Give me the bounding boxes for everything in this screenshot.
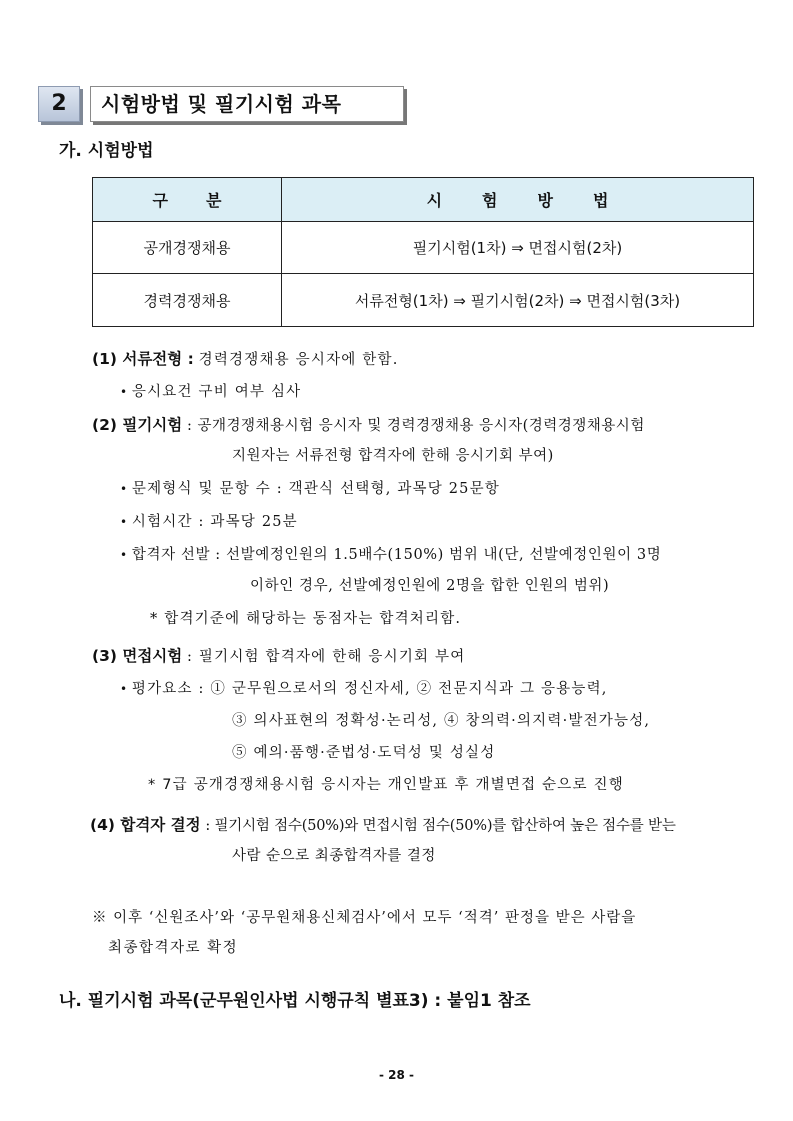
subsection-b-title: 나. 필기시험 과목(군무원인사법 시행규칙 별표3) : 붙임1 참조 <box>59 991 531 1011</box>
remark-line-1 <box>92 906 636 927</box>
item-2-bullet-2 <box>120 510 298 531</box>
item-1-bullet-1 <box>120 380 301 401</box>
section-title-box <box>90 86 404 122</box>
item-3-bullet-1-cont-2-text: ⑤ 예의·품행·준법성·도덕성 및 성실성 <box>232 745 496 761</box>
item-2-bullet-3 <box>120 543 661 564</box>
item-2-bullet-3-cont-text: 이하인 경우, 선발예정인원에 2명을 합한 인원의 범위) <box>250 578 610 594</box>
exam-method-table <box>92 177 754 327</box>
table-cell: 경력경쟁채용 <box>93 274 282 327</box>
remark-line-2 <box>108 936 238 957</box>
item-2-continuation <box>232 444 554 465</box>
table-header-row <box>93 178 754 222</box>
item-3-bullet-1-cont-1 <box>232 709 650 730</box>
item-4-label: (4) 합격자 결정 <box>90 816 201 834</box>
item-3-bullet-1 <box>120 677 608 698</box>
item-1-text: 경력경쟁채용 응시자에 한함. <box>198 352 399 368</box>
item-2-label: (2) 필기시험 <box>92 416 183 434</box>
table-header-category: 구분 <box>93 178 282 222</box>
remark-line-2-text: 최종합격자로 확정 <box>108 940 239 956</box>
item-2-text: : 공개경쟁채용시험 응시자 및 경력경쟁채용 응시자(경력경쟁채용시험 <box>187 418 645 434</box>
table-cell: 서류전형(1차) ⇒ 필기시험(2차) ⇒ 면접시험(3차) <box>282 274 754 327</box>
subsection-a-title: 가. 시험방법 <box>59 141 154 161</box>
item-3-bullet-1-cont-2 <box>232 741 495 762</box>
item-1-bullet-1-text: 응시요건 구비 여부 심사 <box>131 384 302 400</box>
section-title: 시험방법 및 필기시험 과목 <box>101 92 342 116</box>
item-2-bullet-1-text: 문제형식 및 문항 수 : 객관식 선택형, 과목당 25문항 <box>131 481 501 497</box>
item-1 <box>92 347 399 369</box>
item-2-bullet-3-text: 합격자 선발 : 선발예정인원의 1.5배수(150%) 범위 내(단, 선발예정인원이 3명 <box>131 547 662 563</box>
item-3-label: (3) 면접시험 <box>92 647 183 665</box>
item-4 <box>90 813 676 835</box>
item-1-label: (1) 서류전형 : <box>92 350 194 368</box>
item-2 <box>92 413 645 435</box>
item-3-note <box>148 773 624 794</box>
item-4-cont-text: 사람 순으로 최종합격자를 결정 <box>232 848 436 864</box>
bullet-icon: • <box>120 548 128 562</box>
item-4-text: : 필기시험 점수(50%)와 면접시험 점수(50%)를 합산하여 높은 점수를 받는 <box>205 818 676 834</box>
table-row <box>93 222 754 274</box>
item-4-continuation <box>232 844 436 865</box>
item-3-note-text: * 7급 공개경쟁채용시험 응시자는 개인발표 후 개별면접 순으로 진행 <box>148 777 624 793</box>
section-number: 2 <box>38 86 80 122</box>
item-2-note-text: * 합격기준에 해당하는 동점자는 합격처리함. <box>150 611 462 627</box>
item-2-note <box>150 607 461 628</box>
item-3 <box>92 644 465 666</box>
page-number: - 28 - <box>378 1068 414 1082</box>
table-header-method: 시험방법 <box>282 178 754 222</box>
table-cell: 공개경쟁채용 <box>93 222 282 274</box>
item-2-bullet-3-continuation <box>250 574 609 595</box>
item-2-cont-text: 지원자는 서류전형 합격자에 한해 응시기회 부여) <box>232 448 554 464</box>
table-row <box>93 274 754 327</box>
item-3-bullet-1-text: 평가요소 : ① 군무원으로서의 정신자세, ② 전문지식과 그 응용능력, <box>131 681 608 697</box>
table-cell: 필기시험(1차) ⇒ 면접시험(2차) <box>282 222 754 274</box>
item-3-text: : 필기시험 합격자에 한해 응시기회 부여 <box>187 649 466 665</box>
bullet-icon: • <box>120 385 128 399</box>
remark-line-1-text: ※ 이후 ‘신원조사’와 ‘공무원채용신체검사’에서 모두 ‘적격’ 판정을 받은 사람을 <box>92 910 637 926</box>
bullet-icon: • <box>120 482 128 496</box>
item-2-bullet-2-text: 시험시간 : 과목당 25분 <box>131 514 298 530</box>
item-2-bullet-1 <box>120 477 500 498</box>
bullet-icon: • <box>120 682 128 696</box>
bullet-icon: • <box>120 515 128 529</box>
item-3-bullet-1-cont-1-text: ③ 의사표현의 정확성·논리성, ④ 창의력·의지력·발전가능성, <box>232 713 651 729</box>
